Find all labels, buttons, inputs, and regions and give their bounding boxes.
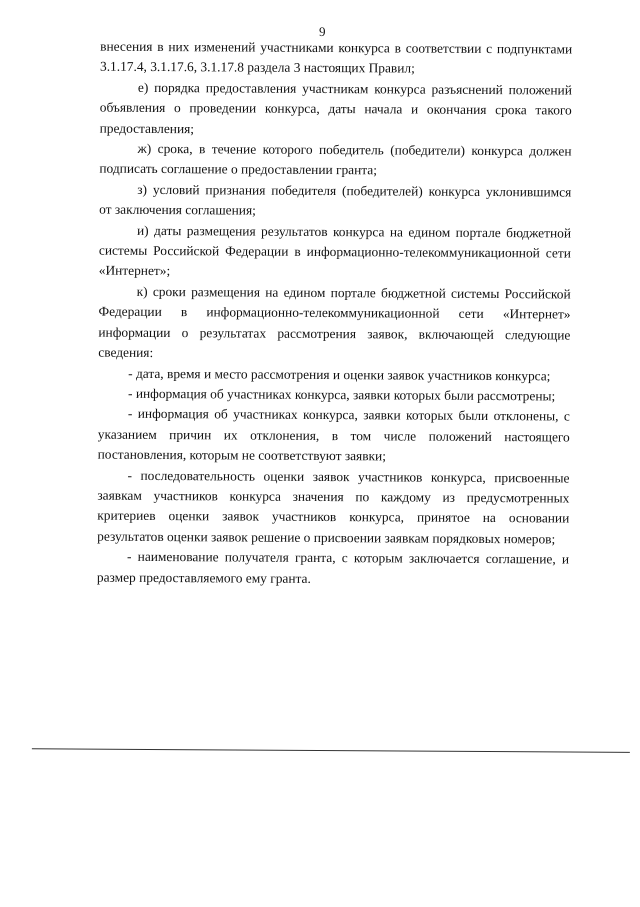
list-item-evaluation-sequence: - последовательность оценки заявок участников конкурса, присвоенные заявкам участников конкурса значения по каждому из предусмотренных критериев оценки заявок участников конкурса, принятое на основании результатов оценки заявок решение о присвоении заявкам порядковых номеров; — [97, 467, 570, 547]
document-body — [97, 37, 572, 591]
paragraph-item-zh: ж) срока, в течение которого победитель (победители) конкурса должен подписать соглашение о предоставлении гранта; — [99, 140, 572, 178]
page-divider-line — [32, 748, 630, 753]
list-item-rejected-participants: - информация об участниках конкурса, заявки которых были отклонены, с указанием причин их отклонения, в том числе положений настоящего постановления, которым не соответствуют заявки; — [97, 406, 570, 464]
list-item-grant-recipient: - наименование получателя гранта, с которым заключается соглашение, и размер предоставляемого ему гранта. — [96, 548, 570, 586]
list-item-reviewed-participants: - информация об участниках конкурса, заявки которых были рассмотрены; — [127, 385, 556, 404]
paragraph-continuation: внесения в них изменений участниками конкурса в соответствии с подпунктами 3.1.17.4, 3.1.17.6, 3.1.17.8 раздела 3 настоящих Правил; — [99, 38, 573, 76]
paragraph-item-e: е) порядка предоставления участникам конкурса разъяснений положений объявления о проведении конкурса, даты начала и окончания срока такого предоставления; — [99, 79, 572, 136]
paragraph-item-i: и) даты размещения результатов конкурса на едином портале бюджетной системы Российской Федерации в информационно-телекоммуникационной сети «Интернет»; — [98, 222, 572, 279]
paragraph-item-z: з) условий признания победителя (победителей) конкурса уклонившимся от заключения соглашения; — [99, 181, 572, 218]
list-item-review-date: - дата, время и место рассмотрения и оценки заявок участников конкурса; — [128, 365, 551, 383]
page-number: 9 — [318, 23, 326, 40]
paragraph-item-k: к) сроки размещения на едином портале бюджетной системы Российской Федерации в информационно-телекоммуникационной сети «Интернет» информации о результатах рассмотрения заявок, включающей следующие сведения: — [98, 283, 571, 361]
